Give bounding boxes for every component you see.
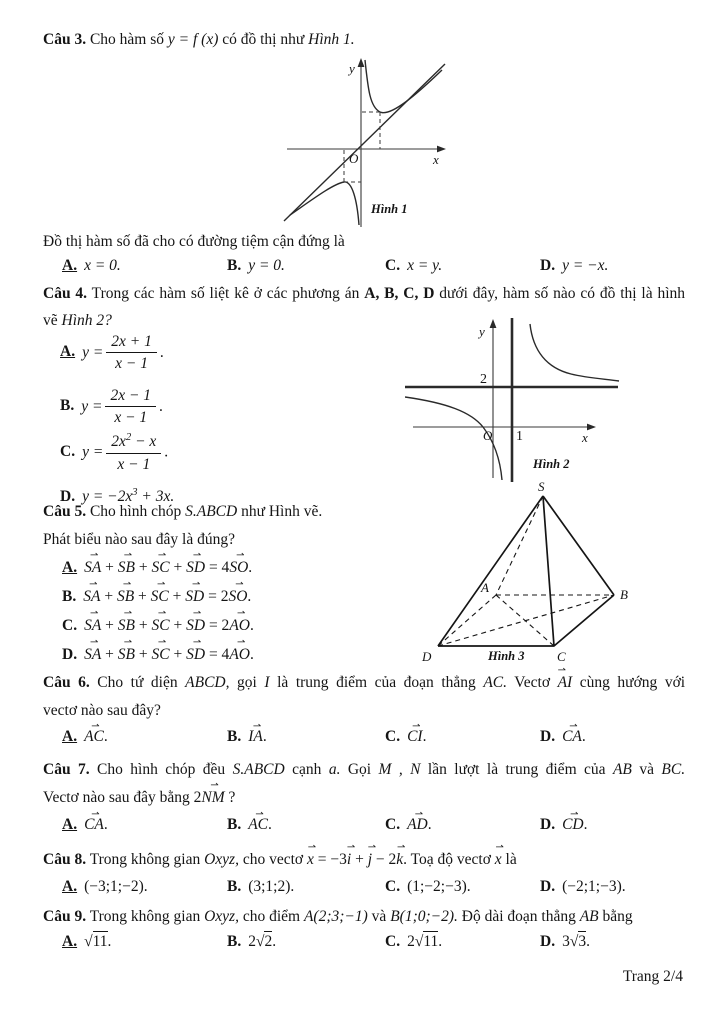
period: . bbox=[249, 617, 254, 634]
vertex-d-label: D bbox=[422, 649, 432, 664]
period: . bbox=[422, 728, 427, 745]
figure-2-graph bbox=[405, 316, 621, 491]
equals: = 2 bbox=[208, 588, 229, 605]
q6-intro-line bbox=[43, 672, 685, 694]
equals: = 4 bbox=[208, 559, 230, 576]
q7-question-line bbox=[43, 787, 685, 809]
plus: + bbox=[138, 588, 147, 605]
period: . bbox=[103, 728, 108, 745]
q8-option-d bbox=[540, 878, 626, 896]
num-pre: 2x bbox=[111, 433, 126, 451]
option-value: (−2;1;−3). bbox=[562, 878, 626, 895]
fraction bbox=[105, 386, 156, 428]
figure-3-caption: Hình 3 bbox=[488, 649, 525, 663]
option-key: B. bbox=[227, 816, 242, 833]
origin-label: O bbox=[349, 151, 359, 166]
radical-sign: √ bbox=[255, 933, 265, 950]
q7-math-ab: AB bbox=[612, 761, 632, 778]
q3-option-c bbox=[385, 257, 442, 275]
period: . bbox=[583, 816, 588, 833]
plus: + bbox=[172, 588, 182, 605]
vector-sc: SC ⇀ bbox=[152, 615, 170, 637]
vector-nm: NM ⇀ bbox=[201, 787, 224, 809]
tick-2: 2 bbox=[480, 372, 487, 387]
hinh-3-svg bbox=[418, 480, 654, 670]
vector-ai: AI ⇀ bbox=[558, 672, 573, 694]
option-vector: AD ⇀ bbox=[407, 816, 428, 834]
fraction-denominator: x − 1 bbox=[115, 355, 149, 373]
q7-text: Cho hình chóp đều bbox=[97, 761, 226, 778]
hinh-2-svg bbox=[405, 316, 621, 486]
period: . bbox=[586, 933, 590, 950]
q9-point-a: A(2;3;−1) bbox=[303, 908, 368, 925]
q4-label: Câu 4. bbox=[43, 285, 88, 302]
num-post: − x bbox=[135, 433, 157, 451]
q7-math-bc: BC. bbox=[661, 761, 686, 778]
hinh-1-svg bbox=[281, 57, 453, 231]
option-tail: . bbox=[164, 443, 169, 461]
figure-3-pyramid bbox=[418, 480, 654, 675]
fraction-denominator: x − 1 bbox=[117, 455, 151, 473]
vector-sd: SD ⇀ bbox=[185, 586, 204, 608]
coef: 2 bbox=[407, 933, 415, 950]
vector-j: j ⇀ bbox=[368, 849, 372, 871]
option-key: D. bbox=[540, 878, 556, 895]
curve-lower-branch bbox=[290, 182, 359, 225]
option-vector: CI ⇀ bbox=[407, 728, 423, 746]
vector-sa: SA ⇀ bbox=[83, 586, 100, 608]
q6-option-d bbox=[540, 728, 586, 746]
q3-question: Đồ thị hàm số đã cho có đường tiệm cận đứng là bbox=[43, 233, 345, 250]
option-value: (1;−2;−3). bbox=[407, 878, 471, 895]
q9-math-oxyz: Oxyz, bbox=[204, 908, 239, 925]
q7-text2: cạnh bbox=[292, 761, 322, 778]
option-key: B. bbox=[227, 728, 242, 745]
option-lead: y = bbox=[81, 397, 103, 415]
option-vector: IA ⇀ bbox=[248, 728, 263, 746]
option-tail: . bbox=[159, 343, 164, 361]
period: . bbox=[107, 933, 112, 950]
vector-sd: SD ⇀ bbox=[186, 557, 205, 579]
q9-intro-line bbox=[43, 906, 685, 928]
q4-text2: dưới đây, hàm số nào có đồ thị là hình bbox=[439, 285, 686, 302]
option-sup: 3 bbox=[132, 487, 138, 498]
vector-sa: SA ⇀ bbox=[84, 615, 101, 637]
q6-option-b bbox=[227, 728, 267, 746]
option-key: D. bbox=[60, 488, 76, 506]
plus: + bbox=[138, 559, 148, 576]
option-key: B. bbox=[62, 588, 77, 605]
vector-sb: SB ⇀ bbox=[118, 615, 135, 637]
q3-text: Cho hàm số bbox=[89, 31, 165, 48]
oblique-asymptote bbox=[284, 64, 445, 221]
q8-intro-line bbox=[43, 849, 685, 871]
coef: 2 bbox=[248, 933, 256, 950]
vector-sb: SB ⇀ bbox=[117, 586, 134, 608]
option-key: A. bbox=[60, 343, 76, 361]
q9-point-b: B(1;0;−2). bbox=[390, 908, 458, 925]
vector-result: AO ⇀ bbox=[229, 644, 250, 666]
vertex-c-label: C bbox=[557, 649, 566, 664]
q5-math: S.ABCD bbox=[185, 503, 238, 520]
radical-sign: √ bbox=[569, 933, 579, 950]
q6-option-c bbox=[385, 728, 426, 746]
option-key: A. bbox=[62, 878, 78, 895]
q8-options bbox=[43, 878, 685, 904]
q4-intro-line bbox=[43, 283, 685, 305]
option-key: A. bbox=[62, 816, 78, 833]
q4-text: Trong các hàm số liệt kê ở các phương án bbox=[91, 285, 360, 302]
plus: + bbox=[173, 559, 183, 576]
option-key: C. bbox=[385, 728, 401, 745]
q7-option-d bbox=[540, 816, 588, 834]
option-key: C. bbox=[60, 443, 76, 461]
vector-sc: SC ⇀ bbox=[152, 557, 170, 579]
pyramid-hidden-edges bbox=[438, 496, 614, 646]
num-sup: 2 bbox=[125, 432, 132, 443]
q6-text5: cùng hướng với bbox=[579, 674, 686, 691]
q6-option-a bbox=[62, 728, 108, 746]
vector-sd: SD ⇀ bbox=[186, 644, 205, 666]
option-key: C. bbox=[62, 617, 78, 634]
q8-option-c bbox=[385, 878, 471, 896]
coef: 3 bbox=[562, 933, 570, 950]
y-axis-label: y bbox=[349, 61, 355, 76]
option-key: D. bbox=[540, 816, 556, 833]
period: . bbox=[268, 816, 272, 833]
radical-sign: √ bbox=[84, 933, 93, 950]
option-vector: AC ⇀ bbox=[84, 728, 104, 746]
tick-1: 1 bbox=[516, 429, 523, 444]
option-key: B. bbox=[60, 397, 75, 415]
y-axis-label: y bbox=[479, 324, 485, 339]
q9-option-d bbox=[540, 933, 590, 951]
q3-figref: Hình 1. bbox=[308, 31, 355, 48]
equals: = 2 bbox=[208, 617, 230, 634]
vector-sb: SB ⇀ bbox=[118, 644, 135, 666]
q8-text: Trong không gian bbox=[89, 851, 201, 868]
q8-option-a bbox=[62, 878, 148, 896]
q8-eq-t2: + bbox=[355, 851, 364, 868]
q7-text6: Vectơ nào sau đây bằng bbox=[43, 789, 190, 806]
option-key: C. bbox=[385, 816, 401, 833]
vector-sd: SD ⇀ bbox=[186, 615, 205, 637]
q9-options bbox=[43, 933, 685, 959]
q9-text2: cho điểm bbox=[242, 908, 301, 925]
page-number: Trang 2/4 bbox=[622, 968, 683, 985]
option-value: y = −x. bbox=[562, 257, 609, 274]
x-axis-arrow bbox=[587, 424, 596, 431]
q9-label: Câu 9. bbox=[43, 908, 87, 925]
period: . bbox=[262, 728, 267, 745]
q7-qmark: ? bbox=[228, 789, 236, 806]
option-key: A. bbox=[62, 559, 78, 576]
radicand: 3 bbox=[578, 933, 587, 950]
plus: + bbox=[138, 617, 148, 634]
period: . bbox=[247, 588, 252, 605]
q9-option-a bbox=[62, 933, 111, 951]
q7-math-mn: M , N bbox=[378, 761, 421, 778]
q6-options bbox=[43, 728, 685, 754]
q7-math-a: a. bbox=[328, 761, 341, 778]
q8-text3: Toạ độ vectơ bbox=[410, 851, 491, 868]
plus: + bbox=[173, 617, 183, 634]
vector-sc: SC ⇀ bbox=[151, 586, 169, 608]
plus: + bbox=[105, 617, 114, 634]
option-key: B. bbox=[227, 933, 242, 950]
vector-result: SO ⇀ bbox=[229, 557, 248, 579]
q6-label: Câu 6. bbox=[43, 674, 90, 691]
q3-intro-line bbox=[43, 29, 685, 51]
period: . bbox=[249, 646, 254, 663]
x-axis-label: x bbox=[582, 430, 588, 445]
fraction-numerator bbox=[106, 431, 161, 454]
plus: + bbox=[104, 588, 114, 605]
q3-text2: có đồ thị như bbox=[222, 31, 305, 48]
option-value: (−3;1;−2). bbox=[84, 878, 148, 895]
q8-math-oxyz: Oxyz, bbox=[204, 851, 239, 868]
radicand: 11 bbox=[423, 933, 439, 950]
vector-sa: SA ⇀ bbox=[84, 644, 101, 666]
period: . bbox=[103, 816, 108, 833]
option-key: B. bbox=[227, 878, 242, 895]
q7-text5: và bbox=[639, 761, 654, 778]
q5-text2: như Hình vẽ. bbox=[241, 503, 323, 520]
option-key: A. bbox=[62, 257, 78, 274]
q7-option-c bbox=[385, 816, 432, 834]
q7-option-a bbox=[62, 816, 108, 834]
fraction bbox=[106, 431, 161, 474]
q6-text4: Vectơ bbox=[514, 674, 551, 691]
q9-math-ab: AB bbox=[579, 908, 599, 925]
q9-option-c bbox=[385, 933, 442, 951]
y-axis-arrow bbox=[358, 58, 365, 67]
vector-x2: x ⇀ bbox=[495, 849, 502, 871]
q5-text: Cho hình chóp bbox=[89, 503, 182, 520]
vector-k: k ⇀ bbox=[396, 849, 403, 871]
q8-option-b bbox=[227, 878, 294, 896]
option-key: D. bbox=[540, 933, 556, 950]
pyramid-solid-edges bbox=[438, 496, 614, 646]
vector-result: AO ⇀ bbox=[229, 615, 250, 637]
q7-text3: Gọi bbox=[347, 761, 372, 778]
q8-text4: là bbox=[505, 851, 517, 868]
q9-text: Trong không gian bbox=[89, 908, 201, 925]
option-key: B. bbox=[227, 257, 242, 274]
q6-text3: là trung điểm của đoạn thẳng bbox=[277, 674, 476, 691]
q7-option-b bbox=[227, 816, 272, 834]
option-tail: . bbox=[159, 397, 163, 415]
q6-question: vectơ nào sau đây? bbox=[43, 702, 161, 719]
q3-math: y = f (x) bbox=[167, 31, 219, 48]
plus: + bbox=[105, 559, 114, 576]
option-value: y = 0. bbox=[248, 257, 285, 274]
q7-intro-line bbox=[43, 759, 685, 781]
vertex-s-label: S bbox=[538, 480, 545, 494]
option-lead: y = bbox=[82, 343, 104, 361]
option-value: (3;1;2). bbox=[248, 878, 295, 895]
q8-eq-t3: − 2 bbox=[375, 851, 397, 868]
vector-i: i ⇀ bbox=[347, 849, 351, 871]
radicand: 11 bbox=[92, 933, 108, 950]
period: . bbox=[581, 728, 586, 745]
option-key: A. bbox=[62, 728, 78, 745]
q8-eq-t4: . bbox=[403, 851, 408, 868]
q6-text2: gọi bbox=[237, 674, 257, 691]
vector-x: x ⇀ bbox=[307, 849, 314, 871]
option-value: x = y. bbox=[407, 257, 443, 274]
q7-options bbox=[43, 816, 685, 842]
plus: + bbox=[173, 646, 183, 663]
q8-eq-t1: = −3 bbox=[317, 851, 347, 868]
option-lead: y = bbox=[82, 443, 104, 461]
fraction-numerator: 2x − 1 bbox=[105, 386, 156, 407]
x-axis-label: x bbox=[433, 152, 439, 167]
vertex-b-label: B bbox=[620, 587, 628, 602]
radical-sign: √ bbox=[414, 933, 424, 950]
vector-sc: SC ⇀ bbox=[152, 644, 170, 666]
q5-label: Câu 5. bbox=[43, 503, 87, 520]
option-tail: + 3x. bbox=[141, 488, 175, 506]
option-vector: CD ⇀ bbox=[562, 816, 584, 834]
y-axis-arrow bbox=[490, 319, 497, 328]
q7-coef: 2 bbox=[193, 789, 202, 806]
q7-label: Câu 7. bbox=[43, 761, 90, 778]
q6-text: Cho tứ diện bbox=[97, 674, 178, 691]
origin-label: O bbox=[483, 428, 493, 443]
q9-text5: bằng bbox=[602, 908, 633, 925]
figure-2-caption: Hình 2 bbox=[533, 457, 570, 471]
option-key: D. bbox=[540, 728, 556, 745]
q6-math-abcd: ABCD, bbox=[185, 674, 230, 691]
q3-options bbox=[43, 257, 685, 283]
q4-bold-abcd: A, B, C, D bbox=[364, 285, 435, 302]
curve-upper-branch bbox=[530, 324, 619, 381]
fraction-numerator: 2x + 1 bbox=[106, 332, 157, 353]
q8-text2: cho vectơ bbox=[242, 851, 304, 868]
q9-option-b bbox=[227, 933, 276, 951]
figure-1-caption: Hình 1 bbox=[371, 202, 408, 216]
option-value: x = 0. bbox=[84, 257, 121, 274]
option-key: C. bbox=[385, 933, 401, 950]
q7-text4: lần lượt là trung điểm của bbox=[427, 761, 606, 778]
period: . bbox=[427, 816, 432, 833]
fraction-denominator: x − 1 bbox=[114, 409, 148, 427]
q3-option-a bbox=[62, 257, 121, 275]
option-key: C. bbox=[385, 257, 401, 274]
period: . bbox=[438, 933, 443, 950]
figure-1-graph bbox=[281, 57, 453, 236]
q5-question: Phát biểu nào sau đây là đúng? bbox=[43, 531, 235, 548]
q9-text4: Độ dài đoạn thẳng bbox=[461, 908, 576, 925]
fraction bbox=[106, 332, 157, 374]
option-vector: CA ⇀ bbox=[562, 728, 582, 746]
option-lead: y = −2x bbox=[82, 488, 133, 506]
option-key: D. bbox=[62, 646, 78, 663]
q6-math-ac: AC. bbox=[483, 674, 508, 691]
vector-sa: SA ⇀ bbox=[84, 557, 101, 579]
option-vector: AC ⇀ bbox=[248, 816, 268, 834]
option-key: D. bbox=[540, 257, 556, 274]
extrema-guides bbox=[344, 112, 380, 182]
q8-label: Câu 8. bbox=[43, 851, 87, 868]
option-vector: CA ⇀ bbox=[84, 816, 104, 834]
period: . bbox=[272, 933, 277, 950]
q4-text3: vẽ bbox=[43, 312, 58, 329]
option-key: A. bbox=[62, 933, 78, 950]
plus: + bbox=[105, 646, 114, 663]
radicand: 2 bbox=[264, 933, 273, 950]
equals: = 4 bbox=[208, 646, 230, 663]
vector-sb: SB ⇀ bbox=[118, 557, 135, 579]
q3-option-b bbox=[227, 257, 285, 275]
q9-text3: và bbox=[371, 908, 387, 925]
option-key: C. bbox=[385, 878, 401, 895]
q3-option-d bbox=[540, 257, 608, 275]
vector-result: SO ⇀ bbox=[228, 586, 247, 608]
plus: + bbox=[138, 646, 148, 663]
period: . bbox=[248, 559, 253, 576]
q6-math-i: I bbox=[264, 674, 270, 691]
q7-math-sabcd: S.ABCD bbox=[232, 761, 285, 778]
q3-label: Câu 3. bbox=[43, 31, 87, 48]
q4-figref: Hình 2? bbox=[61, 312, 112, 329]
vertex-a-label: A bbox=[481, 580, 489, 595]
